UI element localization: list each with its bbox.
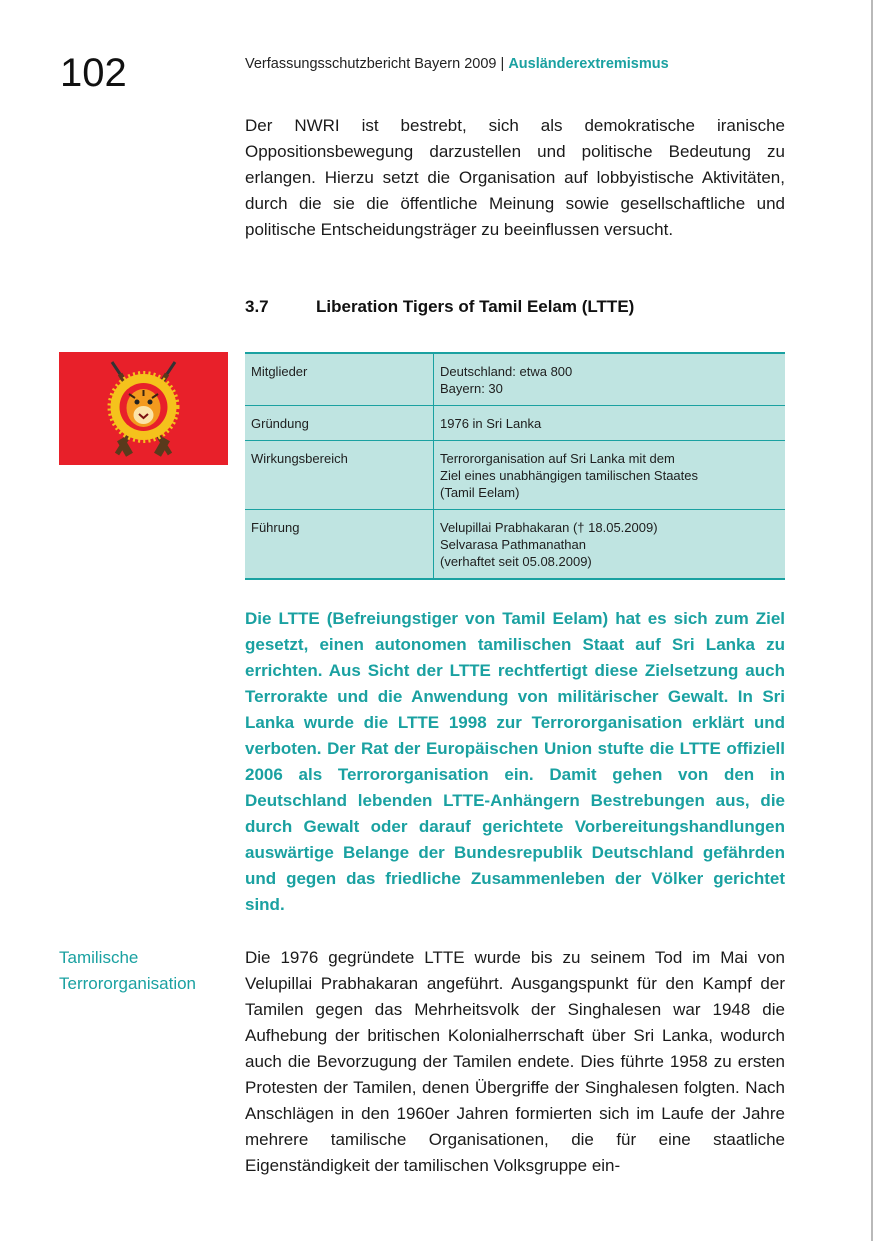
fact-table-value-line: (Tamil Eelam) xyxy=(440,485,520,500)
fact-table-value-line: Terrororganisation auf Sri Lanka mit dem xyxy=(440,451,675,466)
margin-note-line: Terrororganisation xyxy=(59,974,197,993)
summary-paragraph: Die LTTE (Befreiungstiger von Tamil Eelam) hat es sich zum Ziel gesetzt, einen autonomen tamilischen Staat auf Sri Lanka zu errichten. Aus Sicht der LTTE rechtfertigt diese Zielsetzung auch Terrorakte und die Anwendung von militärischer Gewalt. In Sri Lanka wurde die LTTE 1998 zur Terrororganisation erklärt und verboten. Der Rat der Europäischen Union stufte die LTTE offiziell 2006 als Terrororganisation ein. Damit gehen von den in Deutschland lebenden LTTE-Anhängern Bestrebungen aus, die durch Gewalt oder darauf gerichtete Vorbereitungshandlungen auswärtige Belange der Bundesrepublik Deutschland gefährden und gegen das friedliche Zusammenleben der Völker gerichtet sind. xyxy=(245,609,785,914)
fact-table-value-line: Selvarasa Pathmanathan xyxy=(440,537,586,552)
margin-note-line: Tamilische xyxy=(59,948,139,967)
fact-table-value xyxy=(434,441,786,510)
page-edge-rule xyxy=(871,0,873,1241)
ltte-flag-icon xyxy=(59,352,228,465)
fact-table-value xyxy=(434,510,786,580)
fact-table-label: Führung xyxy=(245,510,434,580)
running-head-title: Verfassungsschutzbericht Bayern 2009 | xyxy=(245,56,509,72)
intro-paragraph: Der NWRI ist bestrebt, sich als demokratische iranische Oppositionsbewegung darzustellen und politische Bedeutung zu erlangen. Hierzu setzt die Organisation auf lobbyistische Aktivitäten, durch die sie die öffentliche Meinung sowie gesellschaftliche und politische Entscheidungsträger zu beeinflussen versucht. xyxy=(245,116,785,239)
running-head-section: Ausländerextremismus xyxy=(508,56,669,72)
section-heading xyxy=(245,296,634,318)
fact-table-value-line: Deutschland: etwa 800 xyxy=(440,364,573,379)
fact-table-label: Wirkungsbereich xyxy=(245,441,434,510)
fact-table-row xyxy=(245,353,785,406)
fact-table-value-line: Velupillai Prabhakaran († 18.05.2009) xyxy=(440,520,658,535)
fact-table-label: Gründung xyxy=(245,406,434,441)
fact-table-label: Mitglieder xyxy=(245,353,434,406)
fact-table-value-line: (verhaftet seit 05.08.2009) xyxy=(440,554,592,569)
body-paragraph: Die 1976 gegründete LTTE wurde bis zu seinem Tod im Mai von Velupillai Prabhakaran angeführt. Ausgangspunkt für den Kampf der Tamilen gegen das Mehrheitsvolk der Singhalesen war 1948 die Aufhebung der britischen Kolonialherrschaft über Sri Lanka, wodurch auch die Bevorzugung der Tamilen endete. Dies führte 1958 zu ersten Protesten der Tamilen, denen Übergriffe der Singhalesen folgten. Nach Anschlägen in den 1960er Jahren formierten sich im Laufe der Jahre mehrere tamilische Organisationen, die für eine staatliche Eigenständigkeit der tamilischen Volksgruppe ein- xyxy=(245,948,785,1175)
margin-note xyxy=(59,945,239,997)
section-title: Liberation Tigers of Tamil Eelam (LTTE) xyxy=(316,297,635,316)
fact-table-row xyxy=(245,406,785,441)
running-head xyxy=(245,55,669,73)
fact-table xyxy=(245,352,785,580)
fact-table-value-line: Ziel eines unabhängigen tamilischen Staates xyxy=(440,468,699,483)
fact-table-value-line: Bayern: 30 xyxy=(440,381,503,396)
fact-table-row xyxy=(245,441,785,510)
fact-table-row xyxy=(245,510,785,580)
fact-table-value-line: 1976 in Sri Lanka xyxy=(440,416,542,431)
fact-table-value xyxy=(434,353,786,406)
section-number: 3.7 xyxy=(245,297,269,316)
fact-table-value xyxy=(434,406,786,441)
page-number: 102 xyxy=(60,51,127,95)
